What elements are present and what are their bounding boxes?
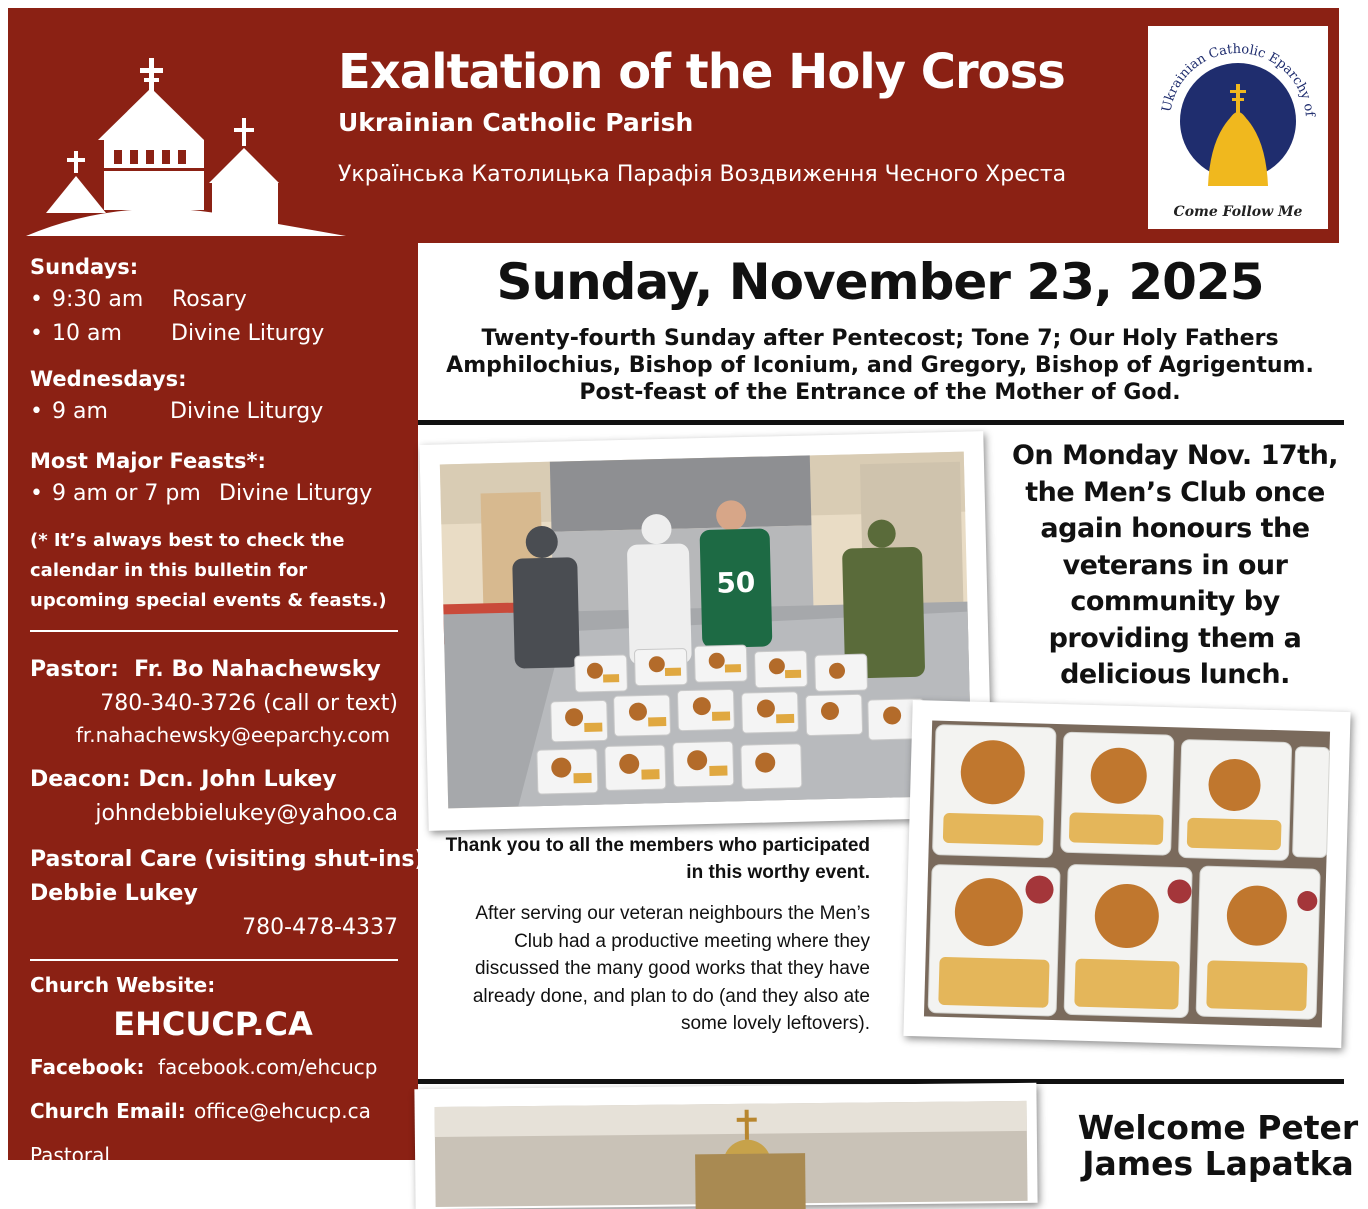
wednesdays-heading: Wednesdays: — [30, 367, 187, 391]
section-divider — [418, 1079, 1344, 1084]
schedule-time: 9:30 am — [52, 287, 144, 312]
pastoral-care-name: Debbie Lukey — [30, 881, 198, 906]
pastoral-care-phone: 780-478-4337 — [242, 915, 398, 940]
schedule-time: 9 am — [52, 399, 108, 424]
pastor-name: Fr. Bo Nahachewsky — [134, 657, 381, 682]
email-line — [30, 1099, 371, 1123]
parish-title-ukrainian: Українська Католицька Парафія Воздвиження Чесного Хреста — [338, 162, 1067, 187]
divider — [30, 630, 398, 632]
church-email-address[interactable]: office@ehcucp.ca — [194, 1099, 371, 1123]
schedule-item: • 9:30 am Rosary — [30, 287, 247, 312]
next-article-headline: Welcome Peter James Lapatka — [1077, 1108, 1359, 1183]
feast-line: Twenty-fourth Sunday after Pentecost; Tone 7; Our Holy Fathers — [481, 326, 1279, 351]
eparchy-motto: Come Follow Me — [1173, 204, 1303, 220]
feasts-heading: Most Major Feasts*: — [30, 449, 266, 473]
deacon-line — [30, 767, 337, 792]
article-body: After serving our veteran neighbours the Men’s Club had a productive meeting where they discussed the many good works that they have already done, and plan to do (and they also ate some lovely leftovers). — [472, 903, 870, 1034]
schedule-event: Divine Liturgy — [170, 399, 324, 424]
feast-line: Post-feast of the Entrance of the Mother of God. — [579, 380, 1181, 405]
schedule-event: Divine Liturgy — [219, 481, 373, 506]
header-banner — [8, 8, 1339, 243]
sundays-heading: Sundays: — [30, 255, 139, 279]
bulletin-date: Sunday, November 23, 2025 — [496, 253, 1264, 311]
feast-description — [420, 325, 1340, 406]
website-label: Church Website: — [30, 973, 216, 997]
calendar-note: (* It’s always best to check the calendar in this bulletin for upcoming special events & feasts.) — [30, 530, 387, 611]
section-divider — [418, 420, 1344, 425]
burgers-photo — [903, 700, 1350, 1048]
pastor-label: Pastor: — [30, 657, 119, 682]
church-interior-image — [435, 1101, 1028, 1207]
deacon-label: Deacon: — [30, 767, 131, 792]
jersey-number: 50 — [715, 565, 756, 600]
schedule-item: • 9 am or 7 pm Divine Liturgy — [30, 481, 373, 506]
schedule-item: • 10 am Divine Liturgy — [30, 321, 325, 346]
article-thanks: Thank you to all the members who participated in this worthy event. — [445, 835, 870, 883]
schedule-item: • 9 am Divine Liturgy — [30, 399, 324, 424]
schedule-event: Rosary — [172, 287, 247, 312]
pastor-line — [30, 657, 381, 682]
feast-line: Amphilochius, Bishop of Iconium, and Gregory, Bishop of Agrigentum. — [446, 353, 1314, 378]
church-silhouette-logo — [26, 48, 346, 238]
schedule-event: Divine Liturgy — [171, 321, 325, 346]
deacon-email[interactable]: johndebbielukey@yahoo.ca — [95, 801, 398, 826]
deacon-name: Dcn. John Lukey — [138, 767, 337, 792]
parish-subtitle: Ukrainian Catholic Parish — [338, 108, 694, 137]
schedule-time: 9 am or 7 pm — [52, 481, 201, 506]
pastor-phone: 780-340-3726 (call or text) — [100, 691, 398, 716]
parish-title: Exaltation of the Holy Cross — [338, 44, 1065, 100]
church-interior-photo — [414, 1083, 1037, 1209]
pastoral-care-label: Pastoral Care (visiting shut-ins): — [30, 847, 434, 872]
eparchy-logo-text: Ukrainian Catholic Eparchy of — [1159, 41, 1317, 118]
sidebar — [8, 243, 434, 1167]
burger-lunches-image — [924, 721, 1330, 1028]
church-email-label: Church Email: — [30, 1099, 186, 1123]
website-url[interactable]: EHCUCP.CA — [113, 1005, 313, 1043]
article-headline: On Monday Nov. 17th, the Men’s Club once again honours the veterans in our community by providing them a delicious lunch. — [1011, 440, 1339, 690]
eparchy-emblem-icon — [1148, 26, 1328, 206]
kitchen-photo — [419, 431, 992, 831]
facebook-line — [30, 1055, 378, 1079]
eparchy-logo — [1148, 26, 1328, 229]
pastor-email[interactable]: fr.nahachewsky@eeparchy.com — [75, 723, 390, 747]
pastoral-cutoff: Pastoral — [30, 1143, 110, 1167]
facebook-url[interactable]: facebook.com/ehcucp — [158, 1055, 378, 1079]
divider — [30, 959, 398, 961]
men-serving-lunch-image — [440, 452, 972, 809]
facebook-label: Facebook: — [30, 1055, 145, 1079]
schedule-time: 10 am — [52, 321, 122, 346]
